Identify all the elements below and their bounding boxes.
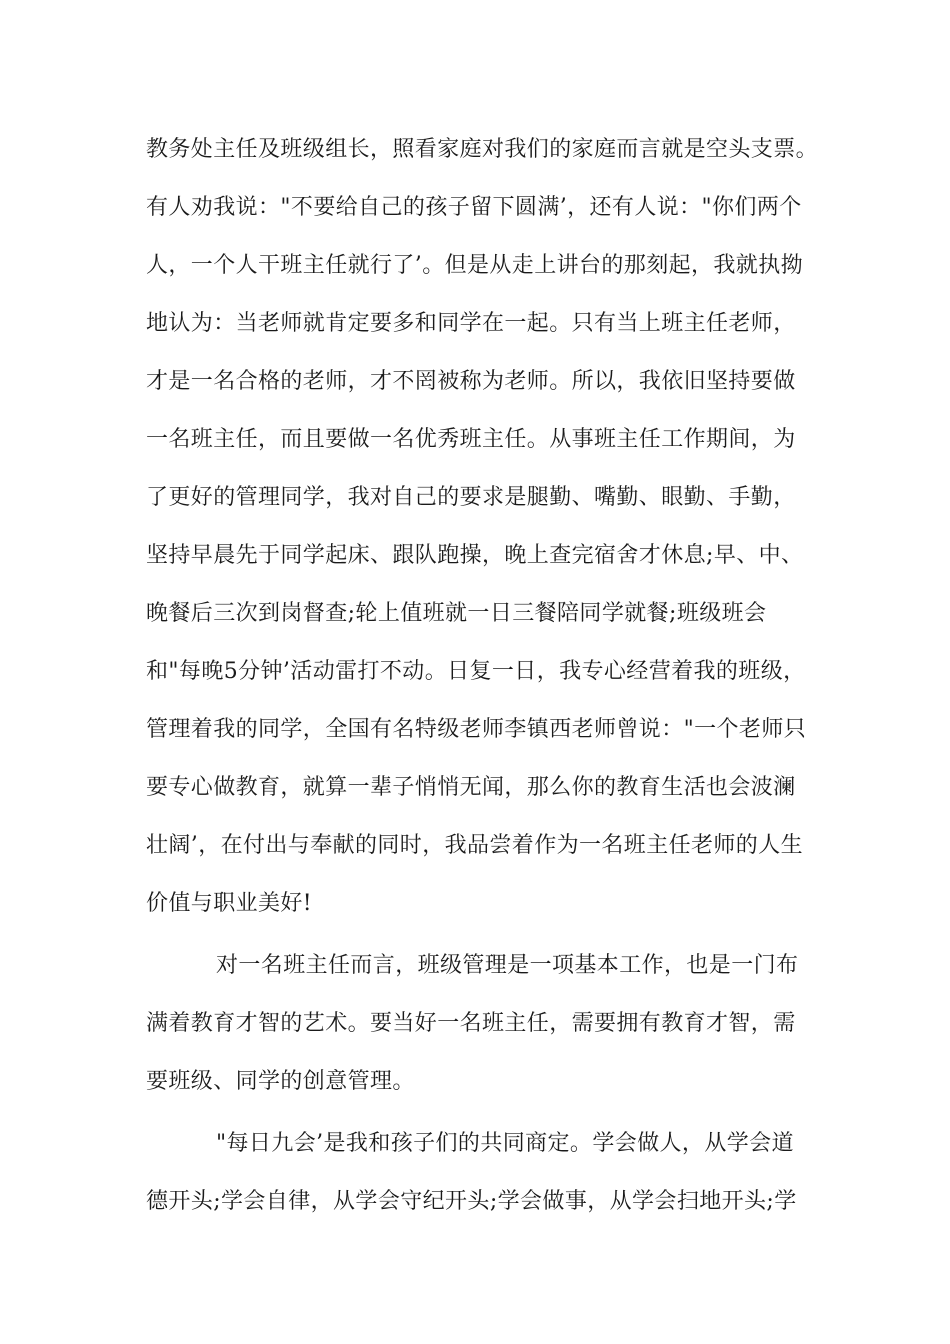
paragraph-1-line-6: 一名班主任，而且要做一名优秀班主任。从事班主任工作期间，为 bbox=[146, 427, 796, 452]
paragraph-1-line-9: 晚餐后三次到岗督查;轮上值班就一日三餐陪同学就餐;班级班会 bbox=[146, 601, 767, 626]
paragraph-1-line-7: 了更好的管理同学，我对自己的要求是腿勤、嘴勤、眼勤、手勤， bbox=[146, 485, 796, 510]
paragraph-1-line-3: 人，一个人干班主任就行了’。但是从走上讲台的那刻起，我就执拗 bbox=[146, 253, 803, 278]
paragraph-3-line-2: 德开头;学会自律，从学会守纪开头;学会做事，从学会扫地开头;学 bbox=[146, 1189, 797, 1214]
paragraph-1-line-2: 有人劝我说："不要给自己的孩子留下圆满’，还有人说："你们两个 bbox=[146, 195, 802, 220]
paragraph-3-line-1: "每日九会’是我和孩子们的共同商定。学会做人，从学会道 bbox=[216, 1131, 794, 1156]
paragraph-1-line-14: 价值与职业美好! bbox=[146, 891, 313, 916]
paragraph-1-line-1: 教务处主任及班级组长，照看家庭对我们的家庭而言就是空头支票。 bbox=[146, 137, 819, 162]
paragraph-1-line-4: 地认为：当老师就肯定要多和同学在一起。只有当上班主任老师， bbox=[146, 311, 796, 336]
paragraph-1-line-10: 和"每晚5分钟’活动雷打不动。日复一日，我专心经营着我的班级， bbox=[146, 659, 806, 684]
paragraph-1-line-11: 管理着我的同学，全国有名特级老师李镇西老师曾说："一个老师只 bbox=[146, 717, 807, 742]
paragraph-1-line-12: 要专心做教育，就算一辈子悄悄无闻，那么你的教育生活也会波澜 bbox=[146, 775, 796, 800]
paragraph-2-line-2: 满着教育才智的艺术。要当好一名班主任，需要拥有教育才智，需 bbox=[146, 1011, 796, 1036]
paragraph-2-line-1: 对一名班主任而言，班级管理是一项基本工作，也是一门布 bbox=[216, 953, 799, 978]
paragraph-2-line-3: 要班级、同学的创意管理。 bbox=[146, 1069, 415, 1094]
paragraph-1-line-8: 坚持早晨先于同学起床、跟队跑操，晚上查完宿舍才休息;早、中、 bbox=[146, 543, 804, 568]
paragraph-1-line-13: 壮阔’，在付出与奉献的同时，我品尝着作为一名班主任老师的人生 bbox=[146, 833, 803, 858]
paragraph-1-line-5: 才是一名合格的老师，才不罔被称为老师。所以，我依旧坚持要做 bbox=[146, 369, 796, 394]
